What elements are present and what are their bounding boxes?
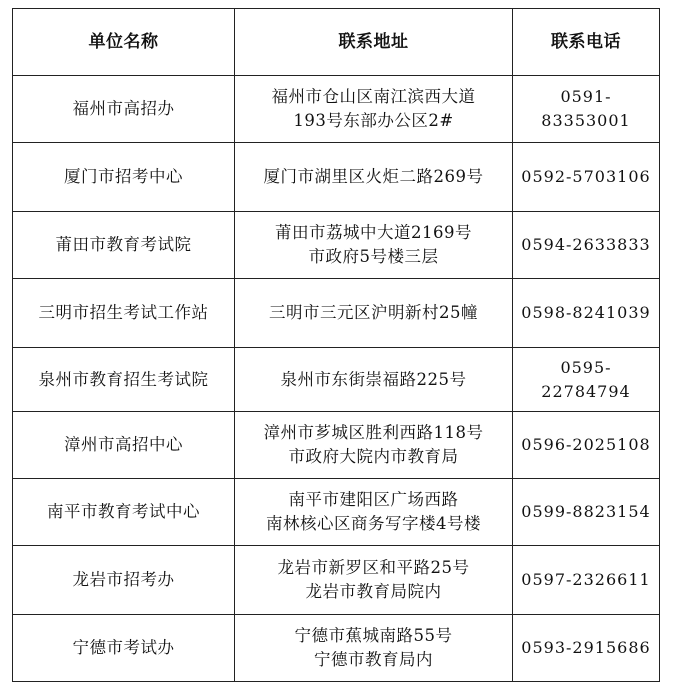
header-row bbox=[13, 9, 660, 76]
address: 三明市三元区沪明新村25幢 bbox=[235, 279, 513, 348]
table-row bbox=[13, 479, 660, 546]
phone: 0598-8241039 bbox=[513, 279, 660, 348]
phone: 0593-2915686 bbox=[513, 615, 660, 682]
address: 漳州市芗城区胜利西路118号 市政府大院内市教育局 bbox=[235, 412, 513, 479]
unit-name: 福州市高招办 bbox=[13, 76, 235, 143]
table-row bbox=[13, 615, 660, 682]
table-row bbox=[13, 279, 660, 348]
address: 南平市建阳区广场西路 南林核心区商务写字楼4号楼 bbox=[235, 479, 513, 546]
table-row bbox=[13, 412, 660, 479]
unit-name: 宁德市考试办 bbox=[13, 615, 235, 682]
unit-name: 龙岩市招考办 bbox=[13, 546, 235, 615]
phone: 0597-2326611 bbox=[513, 546, 660, 615]
table-row bbox=[13, 143, 660, 212]
phone: 0596-2025108 bbox=[513, 412, 660, 479]
phone: 0591-83353001 bbox=[513, 76, 660, 143]
unit-name: 莆田市教育考试院 bbox=[13, 212, 235, 279]
unit-name: 三明市招生考试工作站 bbox=[13, 279, 235, 348]
phone: 0592-5703106 bbox=[513, 143, 660, 212]
table-row bbox=[13, 348, 660, 412]
table-row bbox=[13, 76, 660, 143]
address: 宁德市蕉城南路55号 宁德市教育局内 bbox=[235, 615, 513, 682]
header-phone: 联系电话 bbox=[513, 9, 660, 76]
unit-name: 漳州市高招中心 bbox=[13, 412, 235, 479]
phone: 0599-8823154 bbox=[513, 479, 660, 546]
header-unit-name: 单位名称 bbox=[13, 9, 235, 76]
unit-name: 厦门市招考中心 bbox=[13, 143, 235, 212]
phone: 0594-2633833 bbox=[513, 212, 660, 279]
address: 龙岩市新罗区和平路25号 龙岩市教育局院内 bbox=[235, 546, 513, 615]
unit-name: 泉州市教育招生考试院 bbox=[13, 348, 235, 412]
contact-table bbox=[12, 8, 660, 682]
unit-name: 南平市教育考试中心 bbox=[13, 479, 235, 546]
address: 福州市仓山区南江滨西大道 193号东部办公区2# bbox=[235, 76, 513, 143]
address: 厦门市湖里区火炬二路269号 bbox=[235, 143, 513, 212]
table-row bbox=[13, 212, 660, 279]
address: 泉州市东街崇福路225号 bbox=[235, 348, 513, 412]
phone: 0595-22784794 bbox=[513, 348, 660, 412]
header-address: 联系地址 bbox=[235, 9, 513, 76]
table-row bbox=[13, 546, 660, 615]
address: 莆田市荔城中大道2169号 市政府5号楼三层 bbox=[235, 212, 513, 279]
